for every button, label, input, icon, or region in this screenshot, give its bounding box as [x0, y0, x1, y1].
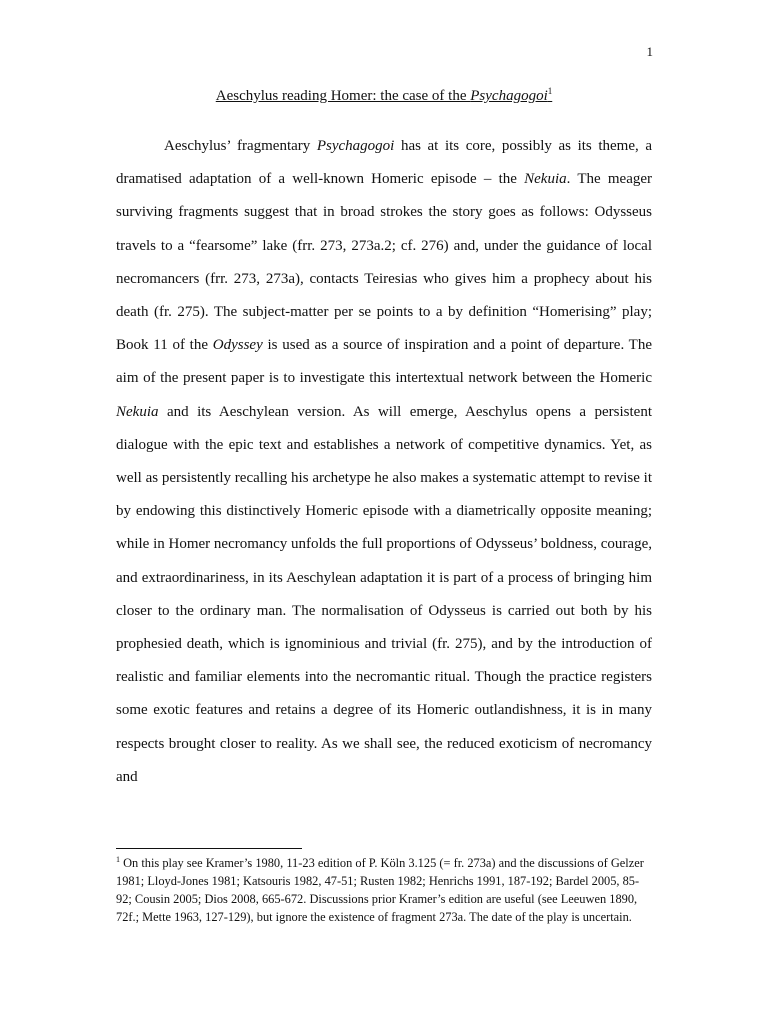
italic-term: Psychagogoi: [316, 138, 395, 154]
text-run: Aeschylus’ fragmentary: [164, 138, 317, 154]
footnote-text: On this play see Kramer’s 1980, 11-23 edition of P. Köln 3.125 (= fr. 273a) and the discussions of Gelzer 1981; Lloyd-Jones 1981; Katsouris 1982, 47-51; Rusten 1982; Henrichs 1991, 187-192; Bardel 2005, 85-92; Cousin 2005; Dios 2008, 665-672. Discussions prior Kramer’s edition are useful (see Leeuwen 1890, 72f.; Mette 1963, 127-129), but ignore the existence of fragment 273a. The date of the play is uncertain.: [116, 856, 644, 925]
title-text: Aeschylus reading Homer: the case of the: [215, 88, 471, 104]
text-run: and its Aeschylean version. As will emerge, Aeschylus opens a persistent dialogue with the epic text and establishes a network of competitive dynamics. Yet, as well as persistently recalling his archetype he also makes a systematic attempt to revise it by endowing this distinctively Homeric episode with a diametrically opposite meaning; while in Homer necromancy unfolds the full proportions of Odysseus’ boldness, courage, and extraordinariness, in its Aeschylean adaptation it is part of a process of bringing him closer to the ordinary man. The normalisation of Odysseus is carried out both by his prophesied death, which is ignominious and trivial (fr. 275), and by the introduction of realistic and familiar elements into the necromantic ritual. Though the practice registers some exotic features and retains a degree of its Homeric outlandishness, it is in many respects brought closer to reality. As we shall see, the reduced exoticism of necromancy and: [116, 403, 652, 785]
footnote-marker: 1: [116, 855, 120, 864]
footnote: [116, 851, 652, 926]
page-number: 1: [646, 44, 653, 59]
title-italic: Psychagogoi: [470, 88, 548, 104]
body-paragraph: [116, 130, 652, 794]
italic-term: Nekuia: [116, 403, 159, 420]
text-run: has at its core, possibly as its theme, a dramatised adaptation of a well-known Homeric episode – the: [116, 138, 652, 188]
text-run: . The meager surviving fragments suggest that in broad strokes the story goes as follows: Odysseus travels to a “fearsome” lake (frr. 273, 273a.2; cf. 276) and, under the guidance of local necromancers (frr. 273, 273a), contacts Teiresias who gives him a prophecy about his death (fr. 275). The subject-matter per se points to a by definition “Homerising” play; Book 11 of the: [116, 171, 653, 354]
italic-term: Nekuia: [524, 171, 567, 188]
text-run: is used as a source of inspiration and a point of departure. The aim of the present paper is to investigate this intertextual network between the Homeric: [116, 337, 652, 387]
italic-term: Odyssey: [212, 337, 263, 354]
footnote-ref: 1: [547, 86, 553, 96]
paper-title: [0, 86, 768, 105]
footnote-rule: [116, 848, 302, 849]
